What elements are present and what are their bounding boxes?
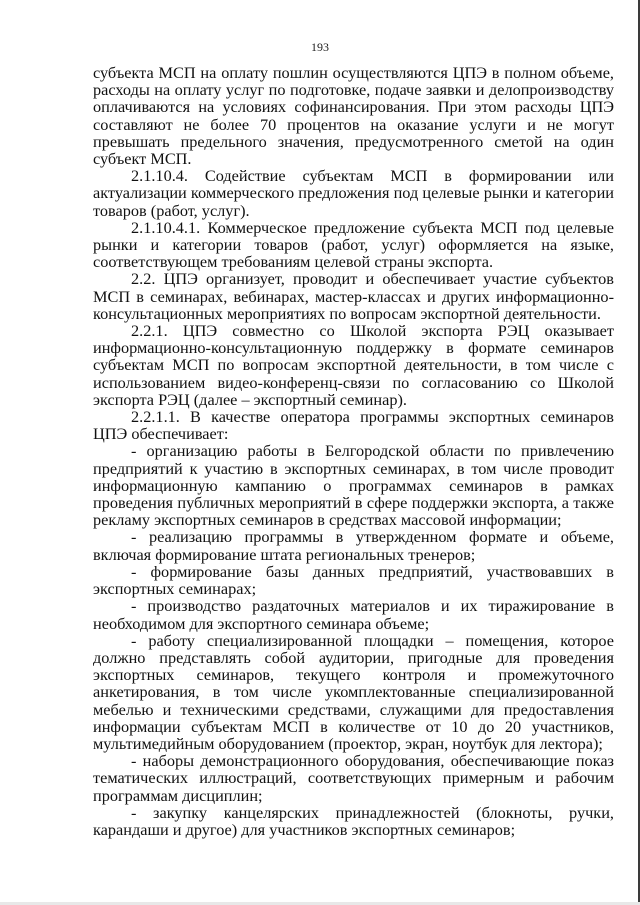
list-item-database: - формирование базы данных предприятий, участвовавших в экспортных семинарах;: [93, 561, 614, 599]
paragraph-2-1-10-4: 2.1.10.4. Содействие субъектам МСП в формировании или актуализации коммерческого предложения под целевые рынки и категории товаров (работ, услуг).: [93, 166, 614, 220]
list-item-stationery: - закупку канцелярских принадлежностей (блокноты, ручки, карандаши и другое) для участников экспортных семинаров;: [93, 802, 614, 839]
list-item-program-implementation: - реализацию программы в утвержденном формате и объеме, включая формирование штата региональных тренеров;: [93, 527, 614, 564]
paragraph-2-2-1: 2.2.1. ЦПЭ совместно со Школой экспорта РЭЦ оказывает информационно-консультационную поддержку в формате семинаров субъектам МСП по вопросам экспортной деятельности, в том числе с использованием видео-конференц-связи по согласованию со Школой экспорта РЭЦ (далее – экспортный семинар).: [93, 321, 614, 409]
paragraph-2-1-10-4-1: 2.1.10.4.1. Коммерческое предложение субъекта МСП под целевые рынки и категории товаров (работ, услуг) оформляется на языке, соответствующем требованиям целевой страны экспорта.: [93, 217, 614, 272]
page-number: 193: [311, 40, 329, 54]
list-item-organization: - организацию работы в Белгородской области по привлечению предприятий к участию в экспортных семинарах, в том числе проводит информационную кампанию о программах семинаров в рамках проведения публичных мероприятий в сфере поддержки экспорта, а также рекламу экспортных семинаров в средствах массовой информации;: [93, 441, 614, 530]
list-item-handouts: - производство раздаточных материалов и их тиражирование в необходимом для экспортного семинара объеме;: [93, 596, 614, 633]
paragraph-2-2: 2.2. ЦПЭ организует, проводит и обеспечивает участие субъектов МСП в семинарах, вебинарах, мастер-классах и других информационно-консультационных мероприятиях по вопросам экспортной деятельности.: [93, 269, 614, 323]
paragraph-continuation: субъекта МСП на оплату пошлин осуществляются ЦПЭ в полном объеме, расходы на оплату услуг по подготовке, подаче заявки и делопроизводству оплачиваются на условиях софинансирования. При этом расходы ЦПЭ составляют не более 70 процентов на оказание услуги и не могут превышать предельного значения, предусмотренного сметой на один субъект МСП.: [93, 63, 614, 169]
paragraph-2-2-1-1: 2.2.1.1. В качестве оператора программы экспортных семинаров ЦПЭ обеспечивает:: [93, 407, 614, 444]
document-body: [93, 64, 614, 838]
list-item-venue: - работу специализированной площадки – помещения, которое должно представлять собой аудитории, пригодные для проведения экспортных семинаров, текущего контроля и промежуточного анкетирования, в том числе укомплектованные специализированной мебелью и техническими средствами, служащими для предоставления информации субъектам МСП в количестве от 10 до 20 участников, мультимедийным оборудованием (проектор, экран, ноутбук для лектора);: [93, 630, 614, 753]
list-item-demo-equipment: - наборы демонстрационного оборудования, обеспечивающие показ тематических иллюстраций, соответствующих примерным и рабочим программам дисциплин;: [93, 751, 614, 805]
